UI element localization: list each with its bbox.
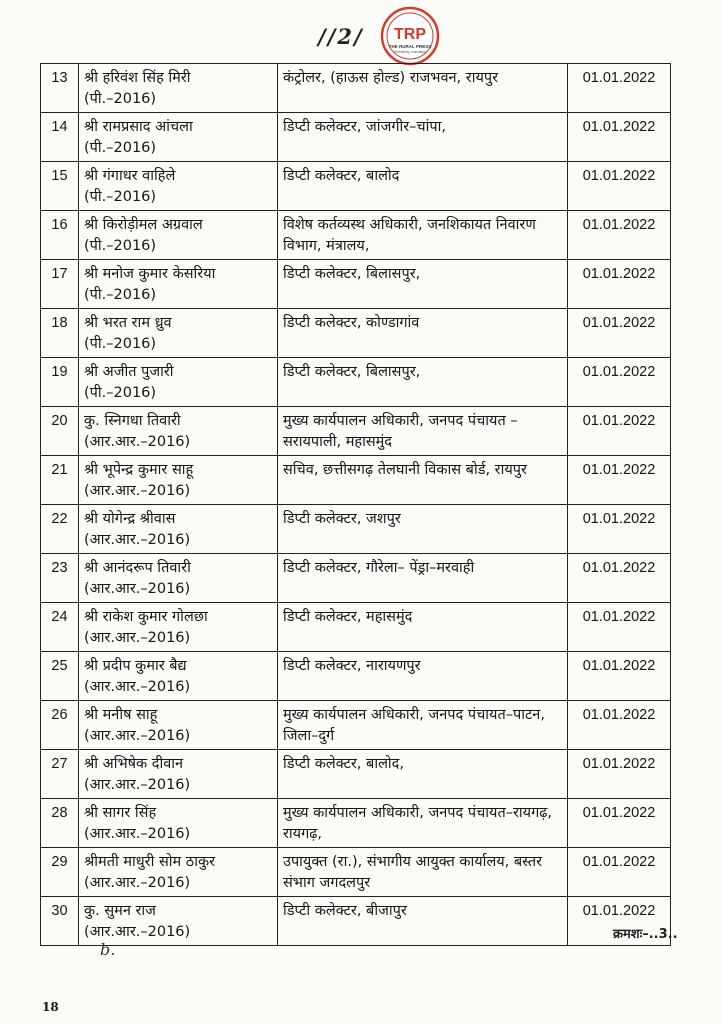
table-row [41, 897, 671, 946]
serial-number: 18 [41, 309, 79, 358]
officer-batch: (आर.आर.–2016) [84, 728, 191, 744]
officer-batch: (आर.आर.–2016) [84, 679, 191, 695]
effective-date: 01.01.2022 [568, 848, 671, 897]
posting: मुख्य कार्यपालन अधिकारी, जनपद पंचायत –सरायपाली, महासमुंद [278, 407, 568, 456]
table-row [41, 505, 671, 554]
posting: मुख्य कार्यपालन अधिकारी, जनपद पंचायत–रायगढ़, रायगढ़, [278, 799, 568, 848]
officer-name: श्री गंगाधर वाहिले [84, 168, 176, 184]
officer-name: श्री योगेन्द्र श्रीवास [84, 511, 176, 527]
posting: डिप्टी कलेक्टर, बीजापुर [278, 897, 568, 946]
table-row [41, 848, 671, 897]
table-row [41, 260, 671, 309]
serial-number: 30 [41, 897, 79, 946]
serial-number: 27 [41, 750, 79, 799]
page-marker: //2/ [318, 24, 364, 49]
effective-date: 01.01.2022 [568, 64, 671, 113]
officer-list-table [40, 63, 671, 946]
posting: डिप्टी कलेक्टर, कोण्डागांव [278, 309, 568, 358]
effective-date: 01.01.2022 [568, 603, 671, 652]
officer-name: कु. सुमन राज [84, 903, 156, 919]
effective-date: 01.01.2022 [568, 211, 671, 260]
table-row [41, 162, 671, 211]
officer-batch: (आर.आर.–2016) [84, 826, 191, 842]
serial-number: 14 [41, 113, 79, 162]
table-row [41, 64, 671, 113]
officer-batch: (आर.आर.–2016) [84, 924, 191, 940]
officer-batch: (आर.आर.–2016) [84, 483, 191, 499]
officer-cell [79, 897, 278, 946]
serial-number: 22 [41, 505, 79, 554]
table-row [41, 309, 671, 358]
officer-cell [79, 554, 278, 603]
effective-date: 01.01.2022 [568, 505, 671, 554]
officer-batch: (पी.–2016) [84, 91, 157, 107]
posting: विशेष कर्तव्यस्थ अधिकारी, जनशिकायत निवारण विभाग, मंत्रालय, [278, 211, 568, 260]
logo [380, 6, 440, 66]
posting: कंट्रोलर, (हाऊस होल्ड) राजभवन, रायपुर [278, 64, 568, 113]
serial-number: 13 [41, 64, 79, 113]
table-row [41, 603, 671, 652]
posting: उपायुक्त (रा.), संभागीय आयुक्त कार्यालय, बस्तर संभाग जगदलपुर [278, 848, 568, 897]
posting: डिप्टी कलेक्टर, बालोद, [278, 750, 568, 799]
officer-name: श्री हरिवंश सिंह मिरी [84, 70, 191, 86]
officer-cell [79, 162, 278, 211]
officer-name: श्री अभिषेक दीवान [84, 756, 184, 772]
table-row [41, 113, 671, 162]
officer-cell [79, 701, 278, 750]
effective-date: 01.01.2022 [568, 162, 671, 211]
posting: डिप्टी कलेक्टर, बिलासपुर, [278, 260, 568, 309]
officer-name: श्री राकेश कुमार गोलछा [84, 609, 208, 625]
svg-text:Redefining Journalism: Redefining Journalism [394, 50, 426, 54]
officer-cell [79, 309, 278, 358]
posting: डिप्टी कलेक्टर, जशपुर [278, 505, 568, 554]
officer-cell [79, 358, 278, 407]
table-row [41, 211, 671, 260]
officer-batch: (आर.आर.–2016) [84, 581, 191, 597]
officer-name: श्री भूपेन्द्र कुमार साहू [84, 462, 194, 478]
table-row [41, 407, 671, 456]
officer-batch: (आर.आर.–2016) [84, 434, 191, 450]
effective-date: 01.01.2022 [568, 113, 671, 162]
officer-cell [79, 260, 278, 309]
serial-number: 29 [41, 848, 79, 897]
serial-number: 19 [41, 358, 79, 407]
posting: सचिव, छत्तीसगढ़ तेलघानी विकास बोर्ड, रायपुर [278, 456, 568, 505]
table-row [41, 652, 671, 701]
officer-cell [79, 848, 278, 897]
officer-name: श्री अजीत पुजारी [84, 364, 174, 380]
footer-page-number: 18 [42, 1000, 59, 1014]
posting: डिप्टी कलेक्टर, बिलासपुर, [278, 358, 568, 407]
effective-date: 01.01.2022 [568, 407, 671, 456]
serial-number: 23 [41, 554, 79, 603]
serial-number: 21 [41, 456, 79, 505]
posting: डिप्टी कलेक्टर, बालोद [278, 162, 568, 211]
posting: डिप्टी कलेक्टर, नारायणपुर [278, 652, 568, 701]
officer-name: श्री रामप्रसाद आंचला [84, 119, 193, 135]
officer-batch: (पी.–2016) [84, 385, 157, 401]
officer-batch: (पी.–2016) [84, 336, 157, 352]
officer-cell [79, 652, 278, 701]
table-row [41, 456, 671, 505]
officer-batch: (आर.आर.–2016) [84, 532, 191, 548]
table-row [41, 701, 671, 750]
effective-date: 01.01.2022 [568, 358, 671, 407]
officer-cell [79, 505, 278, 554]
serial-number: 25 [41, 652, 79, 701]
posting: डिप्टी कलेक्टर, गौरेला– पेंड्रा–मरवाही [278, 554, 568, 603]
handwritten-initial: b. [100, 940, 116, 959]
officer-batch: (पी.–2016) [84, 287, 157, 303]
effective-date: 01.01.2022 [568, 652, 671, 701]
officer-batch: (आर.आर.–2016) [84, 630, 191, 646]
officer-batch: (आर.आर.–2016) [84, 777, 191, 793]
serial-number: 26 [41, 701, 79, 750]
officer-cell [79, 211, 278, 260]
officer-batch: (आर.आर.–2016) [84, 875, 191, 891]
officer-cell [79, 407, 278, 456]
officer-cell [79, 750, 278, 799]
effective-date: 01.01.2022 [568, 799, 671, 848]
serial-number: 16 [41, 211, 79, 260]
posting: डिप्टी कलेक्टर, जांजगीर–चांपा, [278, 113, 568, 162]
officer-name: श्री मनीष साहू [84, 707, 158, 723]
officer-cell [79, 603, 278, 652]
officer-batch: (पी.–2016) [84, 189, 157, 205]
table-row [41, 799, 671, 848]
officer-batch: (पी.–2016) [84, 238, 157, 254]
officer-cell [79, 64, 278, 113]
svg-text:TRP: TRP [394, 26, 426, 43]
serial-number: 15 [41, 162, 79, 211]
table-row [41, 554, 671, 603]
officer-name: श्रीमती माधुरी सोम ठाकुर [84, 854, 216, 870]
officer-name: श्री आनंदरूप तिवारी [84, 560, 191, 576]
svg-text:THE RURAL PRESS: THE RURAL PRESS [388, 44, 432, 49]
posting: डिप्टी कलेक्टर, महासमुंद [278, 603, 568, 652]
effective-date: 01.01.2022 [568, 309, 671, 358]
officer-cell [79, 456, 278, 505]
serial-number: 17 [41, 260, 79, 309]
table-row [41, 358, 671, 407]
officer-name: श्री सागर सिंह [84, 805, 157, 821]
effective-date: 01.01.2022 [568, 554, 671, 603]
serial-number: 20 [41, 407, 79, 456]
continuation-note: क्रमशः–..3.. [613, 927, 678, 942]
officer-name: कु. स्निगधा तिवारी [84, 413, 181, 429]
officer-batch: (पी.–2016) [84, 140, 157, 156]
effective-date: 01.01.2022 [568, 897, 671, 946]
effective-date: 01.01.2022 [568, 750, 671, 799]
serial-number: 24 [41, 603, 79, 652]
effective-date: 01.01.2022 [568, 260, 671, 309]
serial-number: 28 [41, 799, 79, 848]
officer-cell [79, 799, 278, 848]
officer-name: श्री मनोज कुमार केसरिया [84, 266, 216, 282]
officer-cell [79, 113, 278, 162]
table-row [41, 750, 671, 799]
officer-name: श्री भरत राम ध्रुव [84, 315, 172, 331]
officer-name: श्री प्रदीप कुमार बैद्य [84, 658, 187, 674]
posting: मुख्य कार्यपालन अधिकारी, जनपद पंचायत–पाटन, जिला–दुर्ग [278, 701, 568, 750]
effective-date: 01.01.2022 [568, 701, 671, 750]
officer-name: श्री किरोड़ीमल अग्रवाल [84, 217, 203, 233]
effective-date: 01.01.2022 [568, 456, 671, 505]
